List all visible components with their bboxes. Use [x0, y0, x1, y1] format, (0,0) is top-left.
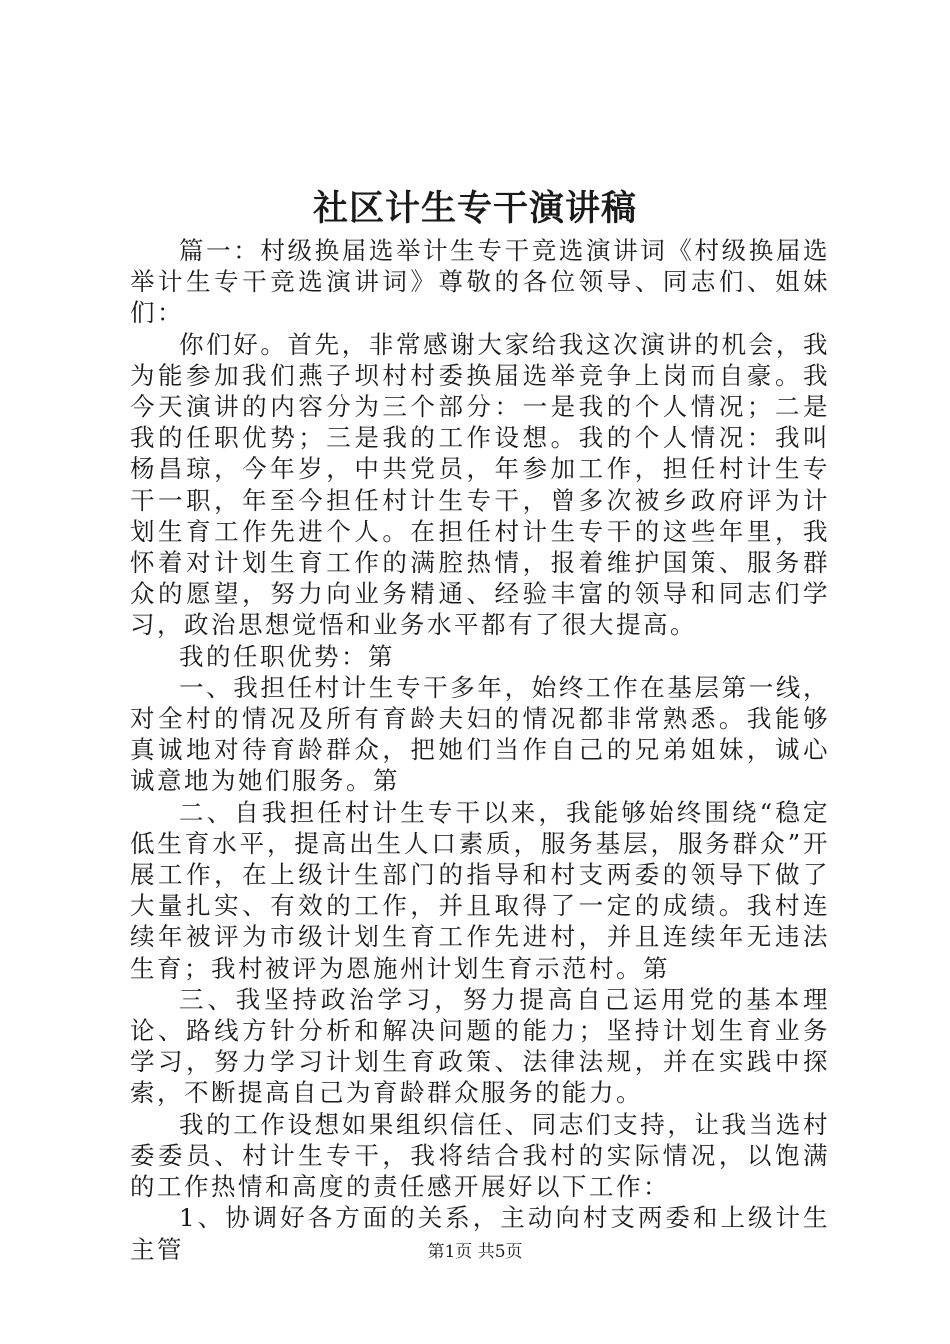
page-footer: 第1页 共5页 — [427, 1242, 523, 1262]
paragraph: 我的工作设想如果组织信任、同志们支持，让我当选村委委员、村计生专干，我将结合我村的实际情况，以饱满的工作热情和高度的责任感开展好以下工作： — [130, 1109, 830, 1202]
paragraph: 二、自我担任村计生专干以来，我能够始终围绕“稳定低生育水平，提高出生人口素质，服务基层，服务群众”开展工作，在上级计生部门的指导和村支两委的领导下做了大量扎实、有效的工作，并且取得了一定的成绩。我村连续年被评为市级计划生育工作先进村，并且连续年无违法生育；我村被评为恩施州计划生育示范村。第 — [130, 797, 830, 983]
paragraph: 你们好。首先，非常感谢大家给我这次演讲的机会，我为能参加我们燕子坝村村委换届选举竞争上岗而自豪。我今天演讲的内容分为三个部分：一是我的个人情况；二是我的任职优势；三是我的工作设想。我的个人情况：我叫杨昌琼，今年岁，中共党员，年参加工作，担任村计生专干一职，年至今担任村计生专干，曾多次被乡政府评为计划生育工作先进个人。在担任村计生专干的这些年里，我怀着对计划生育工作的满腔热情，报着维护国策、服务群众的愿望，努力向业务精通、经验丰富的领导和同志们学习，政治思想觉悟和业务水平都有了很大提高。 — [130, 329, 830, 640]
paragraph: 三、我坚持政治学习，努力提高自己运用党的基本理论、路线方针分析和解决问题的能力；坚持计划生育业务学习，努力学习计划生育政策、法律法规，并在实践中探索，不断提高自己为育龄群众服务的能力。 — [130, 984, 830, 1108]
document-title: 社区计生专干演讲稿 — [312, 188, 637, 229]
paragraph: 篇一：村级换届选举计生专干竞选演讲词《村级换届选举计生专干竞选演讲词》尊敬的各位领导、同志们、姐妹们： — [130, 236, 830, 328]
document-body — [130, 235, 830, 1265]
paragraph: 1、协调好各方面的关系，主动向村支两委和上级计生主管 — [130, 1203, 830, 1264]
paragraph: 我的任职优势：第 — [179, 641, 395, 671]
paragraph: 一、我担任村计生专干多年，始终工作在基层第一线，对全村的情况及所有育龄夫妇的情况都非常熟悉。我能够真诚地对待育龄群众，把她们当作自己的兄弟姐妹，诚心诚意地为她们服务。第 — [130, 672, 830, 796]
